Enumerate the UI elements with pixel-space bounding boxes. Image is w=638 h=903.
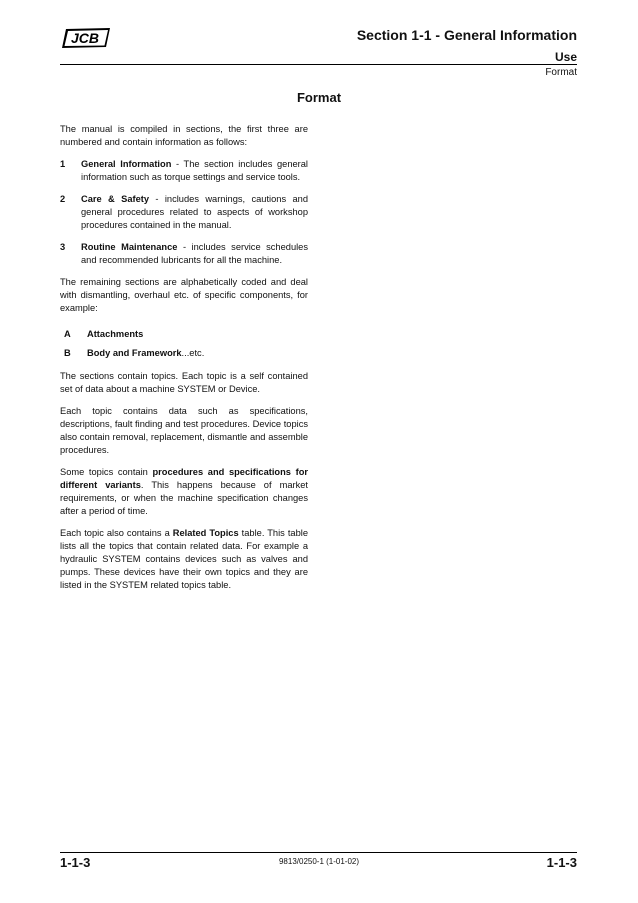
item-number: 3 xyxy=(60,242,66,252)
text-run: Some topics contain xyxy=(60,467,153,477)
item-text: - includes warnings, cautions and general procedures related to aspects of workshop procedures contained in the manual. xyxy=(81,194,308,230)
item-body xyxy=(81,241,308,267)
related-topics-paragraph xyxy=(60,527,308,592)
text-run: . This happens because of market requirements, or when the machine specification changes after a period of time. xyxy=(60,480,308,516)
lettered-item xyxy=(60,347,308,360)
text-run: Each topic also contains a xyxy=(60,528,173,538)
text-run: table. This table lists all the topics that contain related data. For example a hydraulic SYSTEM contains devices such as valves and pumps. These devices have their own topics and they are listed in the SYSTEM related topics table. xyxy=(60,528,308,590)
item-title: General Information xyxy=(81,159,172,169)
numbered-item xyxy=(60,193,308,232)
item-title: Care & Safety xyxy=(81,194,150,204)
lettered-list xyxy=(60,328,308,360)
document-reference: 9813/0250-1 (1-01-02) xyxy=(278,857,360,866)
numbered-item xyxy=(60,241,308,267)
footer-divider xyxy=(60,852,577,853)
page-heading-text: Format xyxy=(296,90,342,105)
page-number-left: 1-1-3 xyxy=(60,855,91,870)
item-body xyxy=(81,158,308,184)
topics-paragraph: The sections contain topics. Each topic is a self contained set of data about a machine SYSTEM or Device. xyxy=(60,371,308,394)
bold-run: procedures and specifications for different variants xyxy=(60,467,308,490)
page-heading xyxy=(0,90,638,106)
bold-run: Related Topics xyxy=(172,528,239,538)
header-divider xyxy=(60,64,577,65)
remaining-paragraph: The remaining sections are alphabetically coded and deal with dismantling, overhaul etc. of specific components, for example: xyxy=(60,277,308,313)
lettered-item xyxy=(60,328,308,341)
logo-text: JCB xyxy=(70,30,100,46)
item-suffix: ...etc. xyxy=(181,348,205,358)
header xyxy=(357,27,577,64)
item-text: - The section includes general information such as torque settings and service tools. xyxy=(81,159,308,182)
page-number-right: 1-1-3 xyxy=(546,855,577,870)
jcb-logo-icon xyxy=(60,27,112,49)
item-number: 2 xyxy=(60,194,66,204)
item-text: - includes service schedules and recommended lubricants for all the machine. xyxy=(81,242,308,265)
variants-paragraph xyxy=(60,466,308,518)
item-title: Routine Maintenance xyxy=(81,242,178,252)
topic-name: Format xyxy=(545,67,577,78)
each-topic-paragraph: Each topic contains data such as specifications, descriptions, fault finding and test procedures. Device topics also contain removal, replacement, dismantle and assemble procedures. xyxy=(60,406,308,455)
item-body xyxy=(87,347,204,360)
item-title: Attachments xyxy=(87,329,144,339)
main-content xyxy=(60,123,308,601)
subsection-title: Use xyxy=(554,50,577,64)
section-title: Section 1-1 - General Information xyxy=(356,27,577,43)
jcb-logo xyxy=(60,27,112,49)
item-body xyxy=(81,193,308,232)
numbered-item xyxy=(60,158,308,184)
item-title: Body and Framework xyxy=(87,348,182,358)
item-letter: B xyxy=(64,348,71,358)
item-number: 1 xyxy=(60,159,66,169)
item-body xyxy=(87,328,143,341)
intro-paragraph: The manual is compiled in sections, the first three are numbered and contain information as follows: xyxy=(60,124,308,147)
item-letter: A xyxy=(64,329,71,339)
